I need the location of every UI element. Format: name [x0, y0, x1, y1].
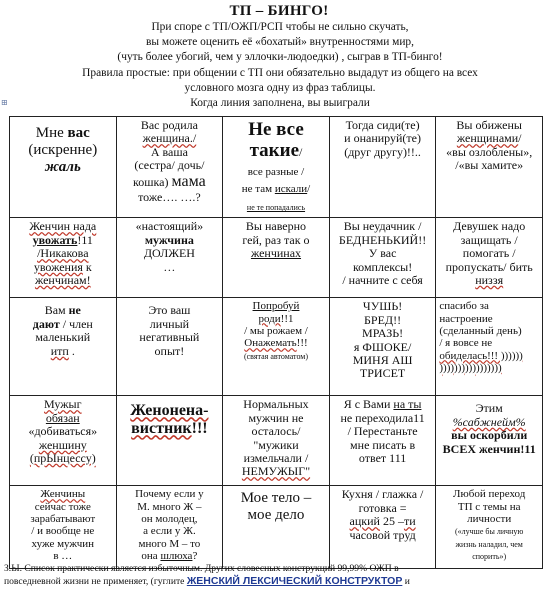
cell-text: .: [68, 343, 75, 358]
cell-text: он молодец,: [141, 512, 198, 525]
cell-text: негативный: [139, 330, 200, 345]
cell-text: она: [141, 549, 161, 562]
cell-text: обязан: [45, 410, 80, 425]
cell-text: А ваша: [150, 144, 188, 159]
cell-text: Этим: [475, 401, 503, 416]
cell-text: зарабатывают: [30, 512, 96, 525]
cell-text: / я вовсе не: [439, 337, 493, 350]
bingo-cell: [329, 396, 436, 486]
intro-line: (чуть более убогий, чем у эллочки-людоедки) , сыграв в ТП-бинго!: [117, 51, 443, 64]
cell-text: Мне: [35, 125, 68, 141]
cell-text: НЕМУЖЫГ": [241, 464, 311, 479]
bingo-cell: [329, 486, 436, 569]
cell-text: ДОЛЖЕН: [143, 246, 195, 261]
bingo-cell: [10, 486, 117, 569]
cell-text: вы оскорбили: [451, 428, 528, 443]
table-anchor-icon: ⊞: [1, 98, 8, 107]
bingo-cell: [436, 218, 543, 298]
cell-text: !11: [77, 232, 93, 247]
cell-text: в …: [53, 549, 73, 562]
cell-text: ?: [192, 549, 198, 562]
cell-text: Попробуй: [252, 300, 300, 313]
cell-text: дают: [32, 316, 60, 331]
cell-text: Девушек надо: [453, 219, 526, 234]
cell-text: ЧУШЬ!: [362, 299, 403, 314]
cell-text: такие: [249, 140, 300, 162]
bingo-cell: [223, 218, 330, 298]
cell-text: (святая автоматом): [243, 351, 309, 361]
bingo-cell: [116, 298, 223, 396]
cell-text: женчинах: [250, 246, 302, 261]
cell-text: Почему если у: [135, 488, 204, 501]
cell-text: итп: [50, 343, 69, 358]
cell-text: Кухня / глажка /: [341, 487, 424, 502]
cell-text: помогать /: [462, 246, 516, 261]
cell-text: хуже мужчин: [31, 537, 95, 550]
cell-text: !!!: [191, 420, 208, 438]
cell-text: /: [518, 131, 522, 146]
cell-text: Мое тело –: [240, 490, 312, 507]
cell-text: Женчин нада: [29, 219, 97, 234]
cell-text: М. много Ж –: [137, 500, 202, 513]
bingo-cell: [223, 117, 330, 218]
cell-text: /Никакова: [37, 246, 89, 261]
footer-text: повседневной жизни не применяет, (гуглите: [4, 576, 187, 587]
cell-text: /: [307, 183, 311, 196]
cell-text: увожения: [33, 259, 83, 274]
cell-text: спорить»): [472, 551, 507, 561]
cell-text: ответ 111: [358, 451, 407, 465]
cell-text: «настоящий»: [135, 219, 204, 234]
cell-text: ти: [403, 514, 416, 529]
bingo-cell: [116, 486, 223, 569]
cell-text: пропускать/ бить: [445, 259, 533, 274]
cell-text: искали: [274, 183, 308, 196]
cell-text: %сабжнейм%: [452, 414, 526, 429]
cell-text: / и вообще не: [31, 525, 95, 538]
cell-text: Не все: [248, 119, 304, 140]
cell-text: «вы озлоблены»,: [446, 144, 533, 159]
cell-text: опыт!: [154, 343, 185, 358]
cell-text: Это ваш: [148, 303, 191, 318]
cell-text: Любой переход: [453, 488, 526, 501]
cell-text: МИНЯ АШ: [352, 353, 413, 367]
cell-text: женщина./: [142, 131, 197, 146]
cell-text: / член: [59, 316, 93, 331]
cell-text: женщинами: [456, 131, 519, 146]
cell-text: тоже…. ….?: [138, 189, 201, 204]
cell-text: мне писать в: [350, 437, 416, 452]
cell-text: !!1: [280, 312, 294, 325]
cell-text: У вас: [368, 246, 397, 261]
cell-text: ВСЕХ женчин!11: [442, 441, 536, 456]
cell-text: обиделась!!! )))))): [439, 349, 523, 362]
cell-text: Вам: [44, 303, 69, 318]
cell-text: много М – то: [138, 537, 201, 550]
intro-line: вы можете оценить её «бохатый» внутренностями мир,: [146, 36, 414, 49]
cell-text: жизнь наладил, чем: [455, 539, 523, 549]
cell-text: Женонена-: [130, 402, 209, 420]
cell-text: мужчина: [144, 232, 194, 247]
cell-text: не те попадались: [246, 203, 306, 213]
cell-text: ацкий: [349, 514, 380, 529]
cell-text: Женчины: [40, 488, 86, 501]
cell-text: сейчас тоже: [34, 500, 91, 513]
cell-text: /: [299, 145, 303, 160]
cell-text: Мужыг: [44, 397, 82, 412]
cell-text: («лучше бы личную: [454, 527, 524, 537]
cell-text: !!!: [296, 337, 308, 350]
bingo-cell: [116, 396, 223, 486]
cell-text: "мужики: [253, 437, 299, 452]
cell-text: БЕДНЕНЬКИЙ!!: [338, 232, 427, 247]
bingo-cell: [116, 117, 223, 218]
bingo-cell: [10, 396, 117, 486]
cell-text: 25 –: [379, 514, 404, 529]
intro-text: [20, 20, 540, 111]
cell-text: Вы наверно: [245, 219, 307, 234]
cell-text: «добиваться»: [28, 424, 98, 439]
cell-text: осталось/: [251, 424, 301, 439]
bingo-cell: [329, 117, 436, 218]
cell-text: мама: [171, 172, 206, 190]
cell-text: не там: [241, 183, 275, 196]
cell-text: роди: [258, 312, 281, 325]
cell-text: не: [68, 303, 81, 318]
cell-text: готовка =: [358, 500, 407, 515]
cell-text: Онажемать: [244, 337, 297, 350]
cell-text: Тогда сиди(те): [345, 118, 420, 132]
cell-text: Я с Вами: [343, 397, 394, 412]
footer-line: З.Ы. Список практически является избыточным. Других словесных конструкций 99,99% ОЖП в: [4, 563, 399, 574]
cell-text: Нормальных: [243, 397, 309, 412]
cell-text: комплексы!: [352, 259, 413, 274]
bingo-cell: [329, 298, 436, 396]
cell-text: БРЕД!!: [364, 312, 402, 327]
bingo-cell: [10, 117, 117, 218]
cell-text: женшину: [38, 437, 87, 452]
cell-text: (друг другу)!!..: [344, 144, 421, 159]
cell-text: я ФШОКЕ/: [353, 339, 412, 354]
cell-text: ))))))))))))))))): [439, 361, 502, 374]
intro-line: условного мозга одну из фраз таблицы.: [184, 81, 376, 94]
bingo-cell: [10, 298, 117, 396]
cell-text: (искренне): [28, 141, 98, 158]
cell-text: / Перестаньте: [347, 424, 418, 439]
cell-text: низзя: [475, 273, 504, 287]
cell-text: (сестра/ дочь/: [134, 158, 205, 173]
cell-text: вас: [67, 125, 90, 141]
cell-text: спасибо за: [439, 300, 489, 313]
bingo-cell: [223, 486, 330, 569]
intro-line: Правила простые: при общении с ТП они обязательно выдадут из общего на всех: [82, 66, 478, 79]
cell-text: гей, раз так о: [242, 232, 310, 247]
cell-text: увожать: [32, 232, 78, 247]
cell-text: (сделанный день): [439, 324, 522, 337]
bingo-cell: [329, 218, 436, 298]
bingo-cell: [116, 218, 223, 298]
footer-line: [4, 575, 556, 588]
bingo-table: [9, 116, 543, 569]
cell-text: кошка): [133, 174, 172, 189]
cell-text: / начните с себя: [342, 273, 423, 287]
cell-text: к: [82, 259, 92, 274]
cell-text: шлюха: [160, 549, 193, 562]
intro-line: При споре с ТП/ОЖП/РСП чтобы не сильно скучать,: [151, 21, 409, 33]
cell-text: вистник: [131, 420, 192, 438]
cell-text: Вас родила: [140, 118, 198, 132]
cell-text: ТРИСЕТ: [359, 366, 406, 381]
cell-text: не переходила11: [340, 410, 425, 425]
search-term-link[interactable]: ЖЕНСКИЙ ЛЕКСИЧЕСКИЙ КОНСТРУКТОР: [186, 575, 403, 587]
cell-text: женчинам!: [34, 273, 91, 287]
bingo-cell: [10, 218, 117, 298]
cell-text: защищать /: [460, 232, 518, 247]
footer-note: [4, 562, 556, 588]
cell-text: а если у Ж.: [143, 525, 196, 538]
cell-text: ТП с темы на: [457, 500, 521, 513]
cell-text: маленький: [35, 330, 91, 345]
cell-text: личности: [467, 512, 512, 525]
cell-text: / мы рожаем /: [244, 324, 308, 337]
bingo-cell: [223, 396, 330, 486]
bingo-cell: [436, 117, 543, 218]
cell-text: часовой труд: [349, 527, 416, 542]
cell-text: мужчин не: [248, 410, 304, 425]
footer-text: и: [402, 576, 410, 587]
intro-line: Когда линия заполнена, вы выиграли: [190, 97, 370, 110]
bingo-cell: [436, 486, 543, 569]
cell-text: /«вы хамите»: [455, 158, 524, 173]
bingo-cell: [436, 298, 543, 396]
cell-text: жаль: [44, 158, 81, 175]
cell-text: Вы неудачник /: [343, 219, 422, 234]
cell-text: мое дело: [247, 507, 305, 524]
cell-text: настроение: [439, 312, 493, 325]
cell-text: и онанируй(те): [344, 131, 421, 146]
cell-text: личный: [149, 316, 190, 331]
bingo-cell: [436, 396, 543, 486]
cell-text: …: [163, 259, 176, 274]
cell-text: все разные /: [247, 165, 305, 178]
cell-text: измельчали /: [243, 451, 309, 465]
page-title: ТП – БИНГО!: [229, 3, 329, 19]
cell-text: Вы обижены: [456, 118, 522, 132]
cell-text: на ты: [393, 397, 422, 412]
bingo-cell: [223, 298, 330, 396]
cell-text: МРАЗЬ!: [362, 326, 404, 341]
cell-text: (прЫнцессу): [29, 451, 96, 465]
